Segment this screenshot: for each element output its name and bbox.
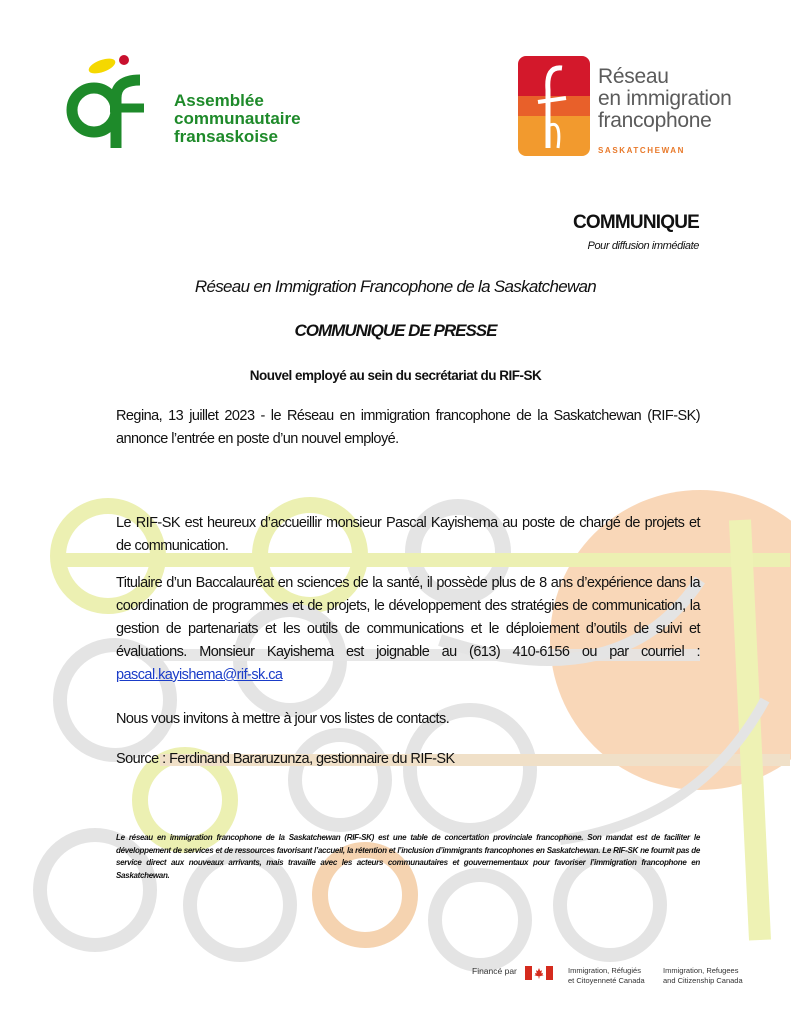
diffusion-label: Pour diffusion immédiate [587,240,699,252]
footer-note: Le réseau en immigration francophone de la Saskatchewan (RIF-SK) est une table de concertation provinciale francophone. Son mandat est de faciliter le développement de services et de ressources favorisant l’accueil, la rétention et l’inclusion d’immigrants francophones en Saskatchewan. Le RIF-SK ne fournit pas de service direct aux nouveaux arrivants, mais travaille avec les acteurs communautaires et gouvernementaux pour favoriser l’immigration francophone en Saskatchewan. [116,833,700,880]
acf-name-line1: Assemblée [174,91,264,110]
headline: Nouvel employé au sein du secrétariat du RIF-SK [249,368,542,383]
rif-logo-mark [518,56,590,156]
gov-name-fr [568,966,645,986]
welcome-paragraph: Le RIF-SK est heureux d’accueillir monsieur Pascal Kayishema au poste de chargé de projets et de communication. [116,515,700,554]
rif-name-line1: Réseau [598,65,669,88]
rif-name-line3: francophone [598,109,712,132]
canada-flag-icon [525,966,553,980]
acf-name-line3: fransaskoise [174,127,278,146]
bio-text: Titulaire d’un Baccalauréat en sciences de la santé, il possède plus de 8 ans d’expérience dans la coordination de programmes et de projets, le développement des stratégies de communication, la gestion de partenariats et les outils de communications et le déploiement d’outils de suivi et évaluations. Monsieur Kayishema est joignable au (613) 410-6156 ou par courriel : [116,575,700,660]
rif-logo [518,56,738,162]
acf-name-line2: communautaire [174,109,301,128]
update-contacts-paragraph: Nous vous invitons à mettre à jour vos listes de contacts. [116,711,450,727]
press-title: COMMUNIQUE DE PRESSE [294,321,497,340]
acf-name [174,92,301,146]
gov-name-en [663,966,743,986]
source-paragraph: Source : Ferdinand Bararuzunza, gestionnaire du RIF-SK [116,751,455,767]
acf-logo [64,52,354,152]
rif-name [598,66,732,132]
email-link[interactable]: pascal.kayishema@rif-sk.ca [116,667,283,683]
funded-by-label: Financé par [472,966,517,976]
gov-name-fr-line2: et Citoyenneté Canada [568,976,645,985]
gov-name-en-line1: Immigration, Refugees [663,966,739,975]
intro-paragraph: Regina, 13 juillet 2023 - le Réseau en immigration francophone de la Saskatchewan (RIF-SK) annonce l’entrée en poste d’un nouvel employé. [116,408,700,447]
communique-label: COMMUNIQUE [572,212,699,233]
gov-name-fr-line1: Immigration, Réfugiés [568,966,641,975]
rif-subtitle: SASKATCHEWAN [598,146,686,155]
acf-logo-mark [64,52,174,152]
gov-name-en-line2: and Citizenship Canada [663,976,743,985]
network-title: Réseau en Immigration Francophone de la Saskatchewan [194,277,597,296]
rif-name-line2: en immigration [598,87,732,110]
bio-paragraph [116,572,700,687]
